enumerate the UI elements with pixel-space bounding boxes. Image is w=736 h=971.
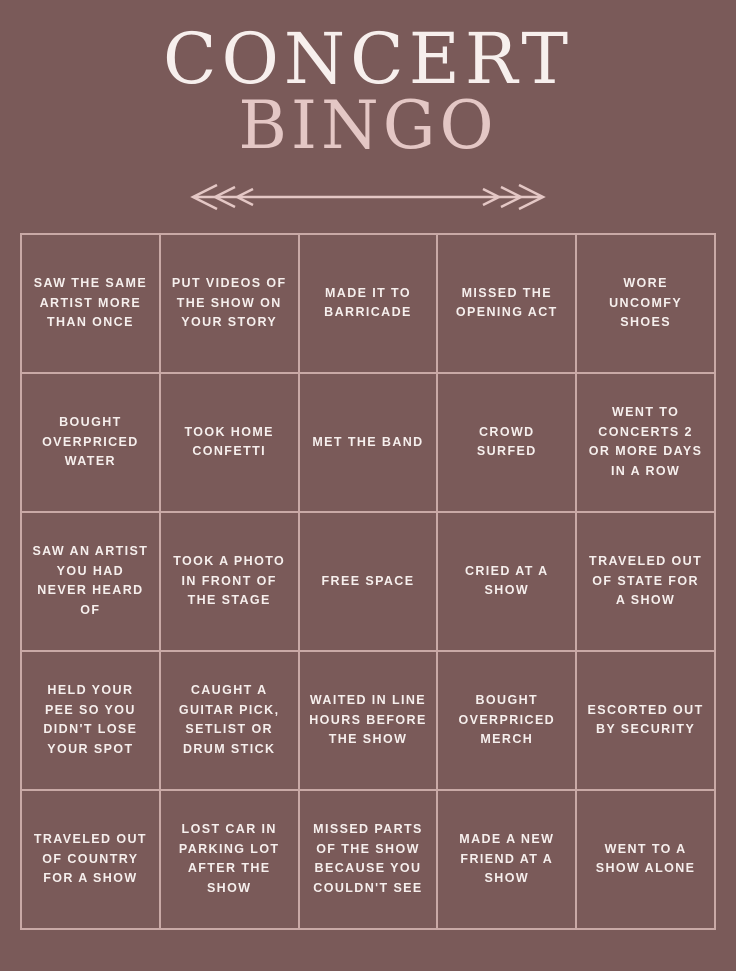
bingo-cell[interactable]	[22, 235, 161, 374]
bingo-cell[interactable]	[577, 374, 716, 513]
bingo-cell-label: MADE A NEW FRIEND AT A SHOW	[459, 832, 555, 885]
bingo-cell[interactable]	[22, 652, 161, 791]
bingo-cell-label: WENT TO A SHOW ALONE	[595, 841, 696, 876]
bingo-cell[interactable]	[300, 791, 439, 930]
bingo-cell-label: TOOK HOME CONFETTI	[184, 424, 274, 459]
bingo-cell-label: TRAVELED OUT OF STATE FOR A SHOW	[589, 554, 703, 607]
bingo-cell[interactable]	[161, 791, 300, 930]
bingo-cell-label: MISSED PARTS OF THE SHOW BECAUSE YOU COULDN'T SEE	[313, 822, 423, 895]
bingo-cell[interactable]	[438, 791, 577, 930]
bingo-cell-label: TRAVELED OUT OF COUNTRY FOR A SHOW	[33, 832, 147, 885]
bingo-cell-label: LOST CAR IN PARKING LOT AFTER THE SHOW	[178, 822, 280, 895]
bingo-cell[interactable]	[438, 235, 577, 374]
bingo-cell-label: HELD YOUR PEE SO YOU DIDN'T LOSE YOUR SPOT	[43, 683, 138, 756]
bingo-cell-label: ESCORTED OUT BY SECURITY	[587, 702, 704, 737]
bingo-cell[interactable]	[577, 513, 716, 652]
bingo-cell[interactable]	[577, 791, 716, 930]
double-arrow-divider-icon	[0, 177, 736, 217]
title-line-bingo: BINGO	[238, 87, 498, 165]
bingo-cell-label: BOUGHT OVERPRICED WATER	[42, 415, 139, 468]
bingo-cell-label: MET THE BAND	[312, 434, 424, 449]
bingo-cell[interactable]	[22, 513, 161, 652]
bingo-cell[interactable]	[438, 513, 577, 652]
bingo-cell-label: MISSED THE OPENING ACT	[455, 285, 558, 320]
bingo-cell-label: CAUGHT A GUITAR PICK, SETLIST OR DRUM STICK	[178, 683, 280, 756]
bingo-cell-label: PUT VIDEOS OF THE SHOW ON YOUR STORY	[171, 276, 287, 329]
bingo-cell[interactable]	[22, 374, 161, 513]
bingo-cell[interactable]	[300, 374, 439, 513]
bingo-cell-label: WAITED IN LINE HOURS BEFORE THE SHOW	[309, 693, 427, 746]
bingo-cell[interactable]	[577, 652, 716, 791]
bingo-cell-label: FREE SPACE	[321, 573, 415, 588]
bingo-cell-label: CROWD SURFED	[476, 424, 537, 459]
bingo-cell-label: BOUGHT OVERPRICED MERCH	[458, 693, 556, 746]
bingo-cell[interactable]	[300, 652, 439, 791]
page-title	[0, 0, 736, 165]
bingo-cell-label: CRIED AT A SHOW	[464, 563, 549, 598]
bingo-cell-free-space[interactable]	[300, 513, 439, 652]
bingo-cell[interactable]	[438, 374, 577, 513]
bingo-cell-label: SAW AN ARTIST YOU HAD NEVER HEARD OF	[32, 544, 149, 617]
bingo-cell-label: SAW THE SAME ARTIST MORE THAN ONCE	[33, 276, 148, 329]
bingo-cell[interactable]	[438, 652, 577, 791]
title-line-concert: CONCERT	[162, 18, 574, 100]
bingo-cell[interactable]	[161, 235, 300, 374]
bingo-cell[interactable]	[22, 791, 161, 930]
bingo-grid	[20, 233, 716, 930]
bingo-cell[interactable]	[300, 235, 439, 374]
bingo-cell[interactable]	[161, 374, 300, 513]
bingo-cell-label: WORE UNCOMFY SHOES	[609, 276, 683, 329]
bingo-cell[interactable]	[577, 235, 716, 374]
bingo-cell[interactable]	[161, 513, 300, 652]
bingo-cell-label: TOOK A PHOTO IN FRONT OF THE STAGE	[173, 554, 286, 607]
bingo-cell[interactable]	[161, 652, 300, 791]
bingo-cell-label: WENT TO CONCERTS 2 OR MORE DAYS IN A ROW	[588, 405, 703, 478]
bingo-cell-label: MADE IT TO BARRICADE	[324, 285, 412, 320]
